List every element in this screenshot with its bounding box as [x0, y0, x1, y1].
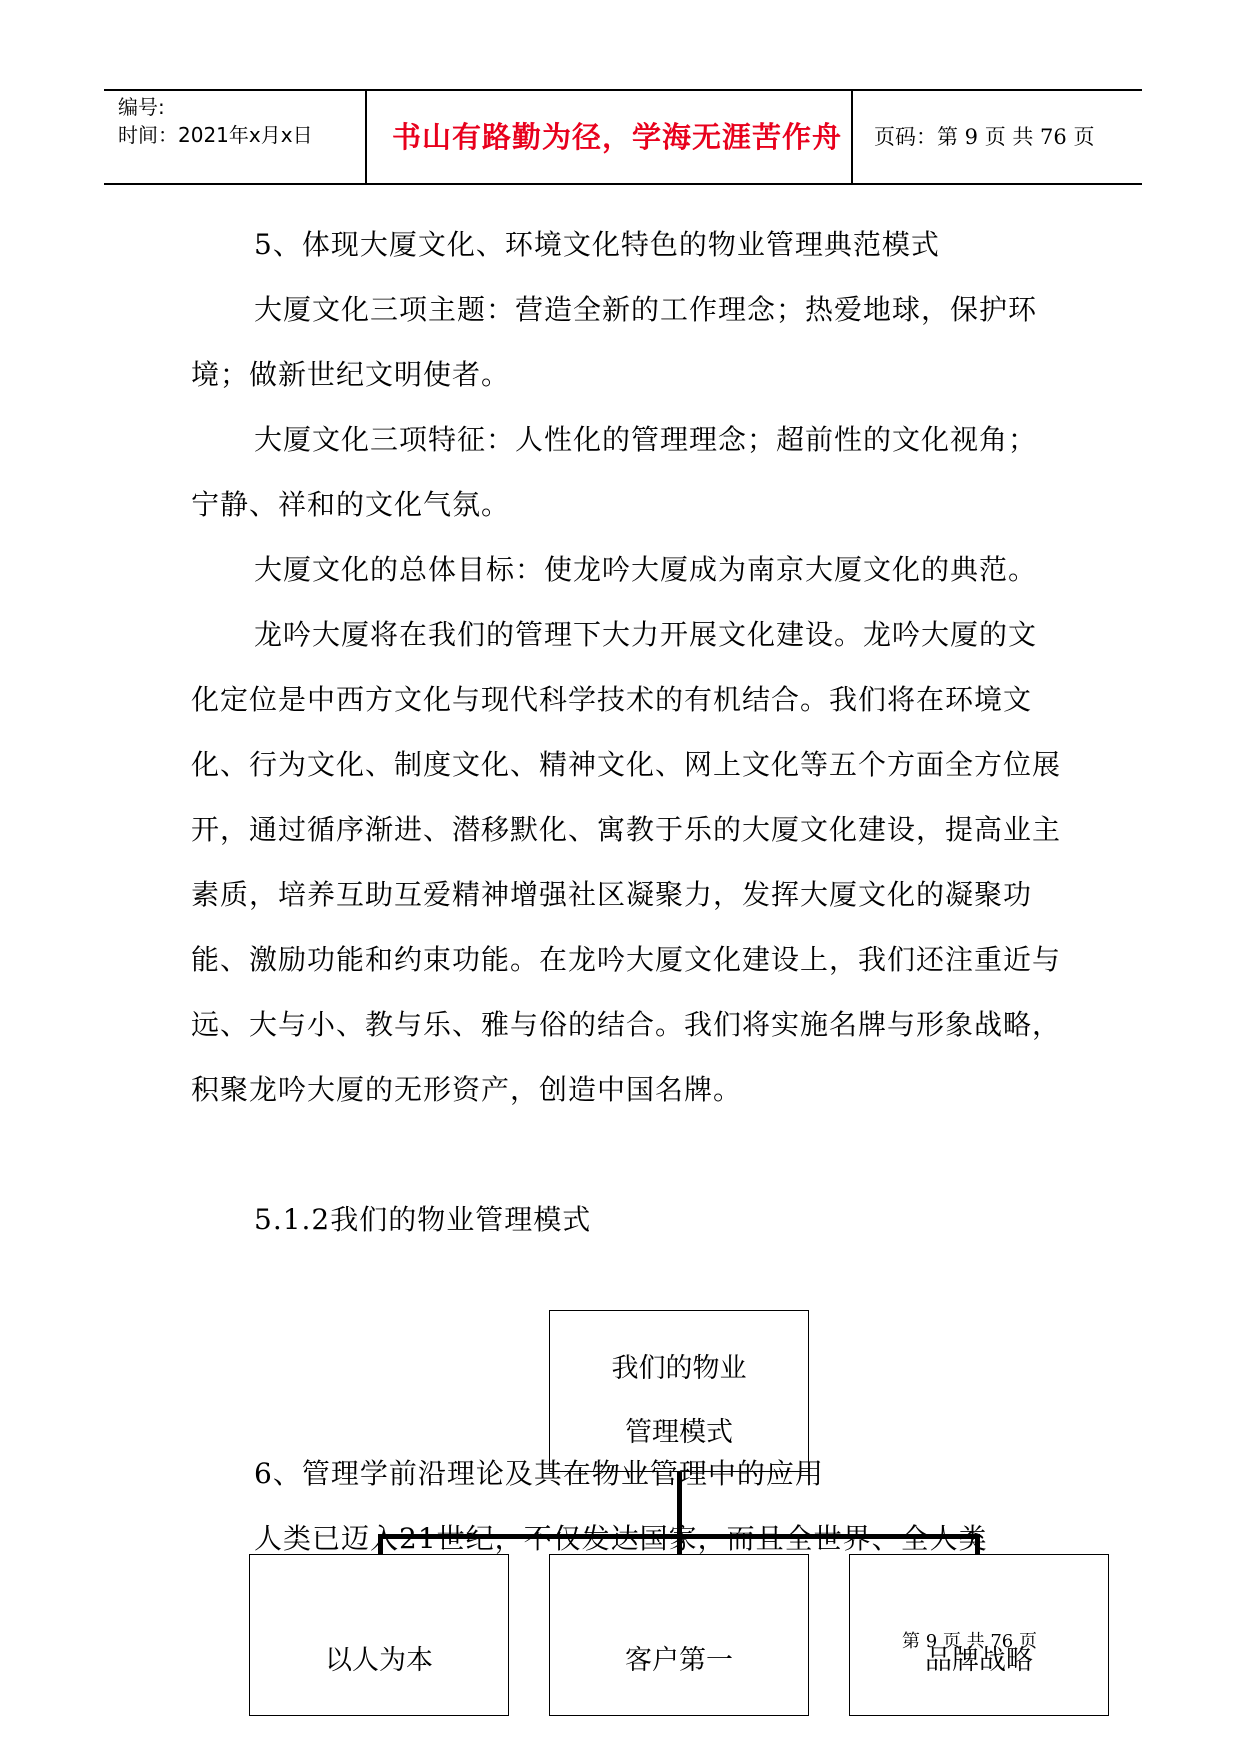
diagram-child-label: 以人为本 — [325, 1645, 433, 1676]
header-page-info: 页码：第 9 页 共 76 页 — [874, 125, 1095, 149]
header-divider-left — [365, 91, 367, 183]
paragraph-features: 大厦文化三项特征：人性化的管理理念；超前性的文化视角；宁静、祥和的文化气氛。 — [191, 423, 1038, 521]
section-heading-6: 6、管理学前沿理论及其在物业管理中的应用 — [254, 1457, 824, 1490]
paragraph-themes: 大厦文化三项主题：营造全新的工作理念；热爱地球，保护环境；做新世纪文明使者。 — [191, 293, 1038, 391]
diagram-child-box-people — [249, 1554, 509, 1716]
header-divider-right — [851, 91, 853, 183]
paragraph-21st-century: 人类已迈入21世纪，不仅发达国家，而且全世界、全人类 — [254, 1522, 988, 1555]
diagram-root-line1: 我们的物业 — [611, 1353, 747, 1384]
page-header — [104, 89, 1142, 185]
header-motto: 书山有路勤为径，学海无涯苦作舟 — [391, 120, 842, 154]
document-number-label: 编号: — [118, 95, 165, 119]
header-meta — [118, 93, 368, 149]
paragraph-goal: 大厦文化的总体目标：使龙吟大厦成为南京大厦文化的典范。 — [254, 553, 1038, 586]
footer-page-number: 第 9 页 共 76 页 — [902, 1631, 1037, 1652]
section-heading-5: 5、体现大厦文化、环境文化特色的物业管理典范模式 — [254, 228, 940, 261]
diagram-child-box-customer — [549, 1554, 809, 1716]
diagram-child-label: 品牌战略 — [925, 1645, 1033, 1676]
paragraph-culture-building: 龙吟大厦将在我们的管理下大力开展文化建设。龙吟大厦的文化定位是中西方文化与现代科学技术的有机结合。我们将在环境文化、行为文化、制度文化、精神文化、网上文化等五个方面全方位展开，通过循序渐进、潜移默化、寓教于乐的大厦文化建设，提高业主素质，培养互助互爱精神增强社区凝聚力，发挥大厦文化的凝聚功能、激励功能和约束功能。在龙吟大厦文化建设上，我们还注重近与远、大与小、教与乐、雅与俗的结合。我们将实施名牌与形象战略，积聚龙吟大厦的无形资产，创造中国名牌。 — [191, 618, 1062, 1106]
diagram-root-line2: 管理模式 — [625, 1417, 733, 1448]
document-time-label: 时间：2021年x月x日 — [118, 123, 313, 147]
subsection-heading-5-1-2: 5.1.2我们的物业管理模式 — [254, 1203, 592, 1236]
diagram-child-label: 客户第一 — [625, 1645, 733, 1676]
